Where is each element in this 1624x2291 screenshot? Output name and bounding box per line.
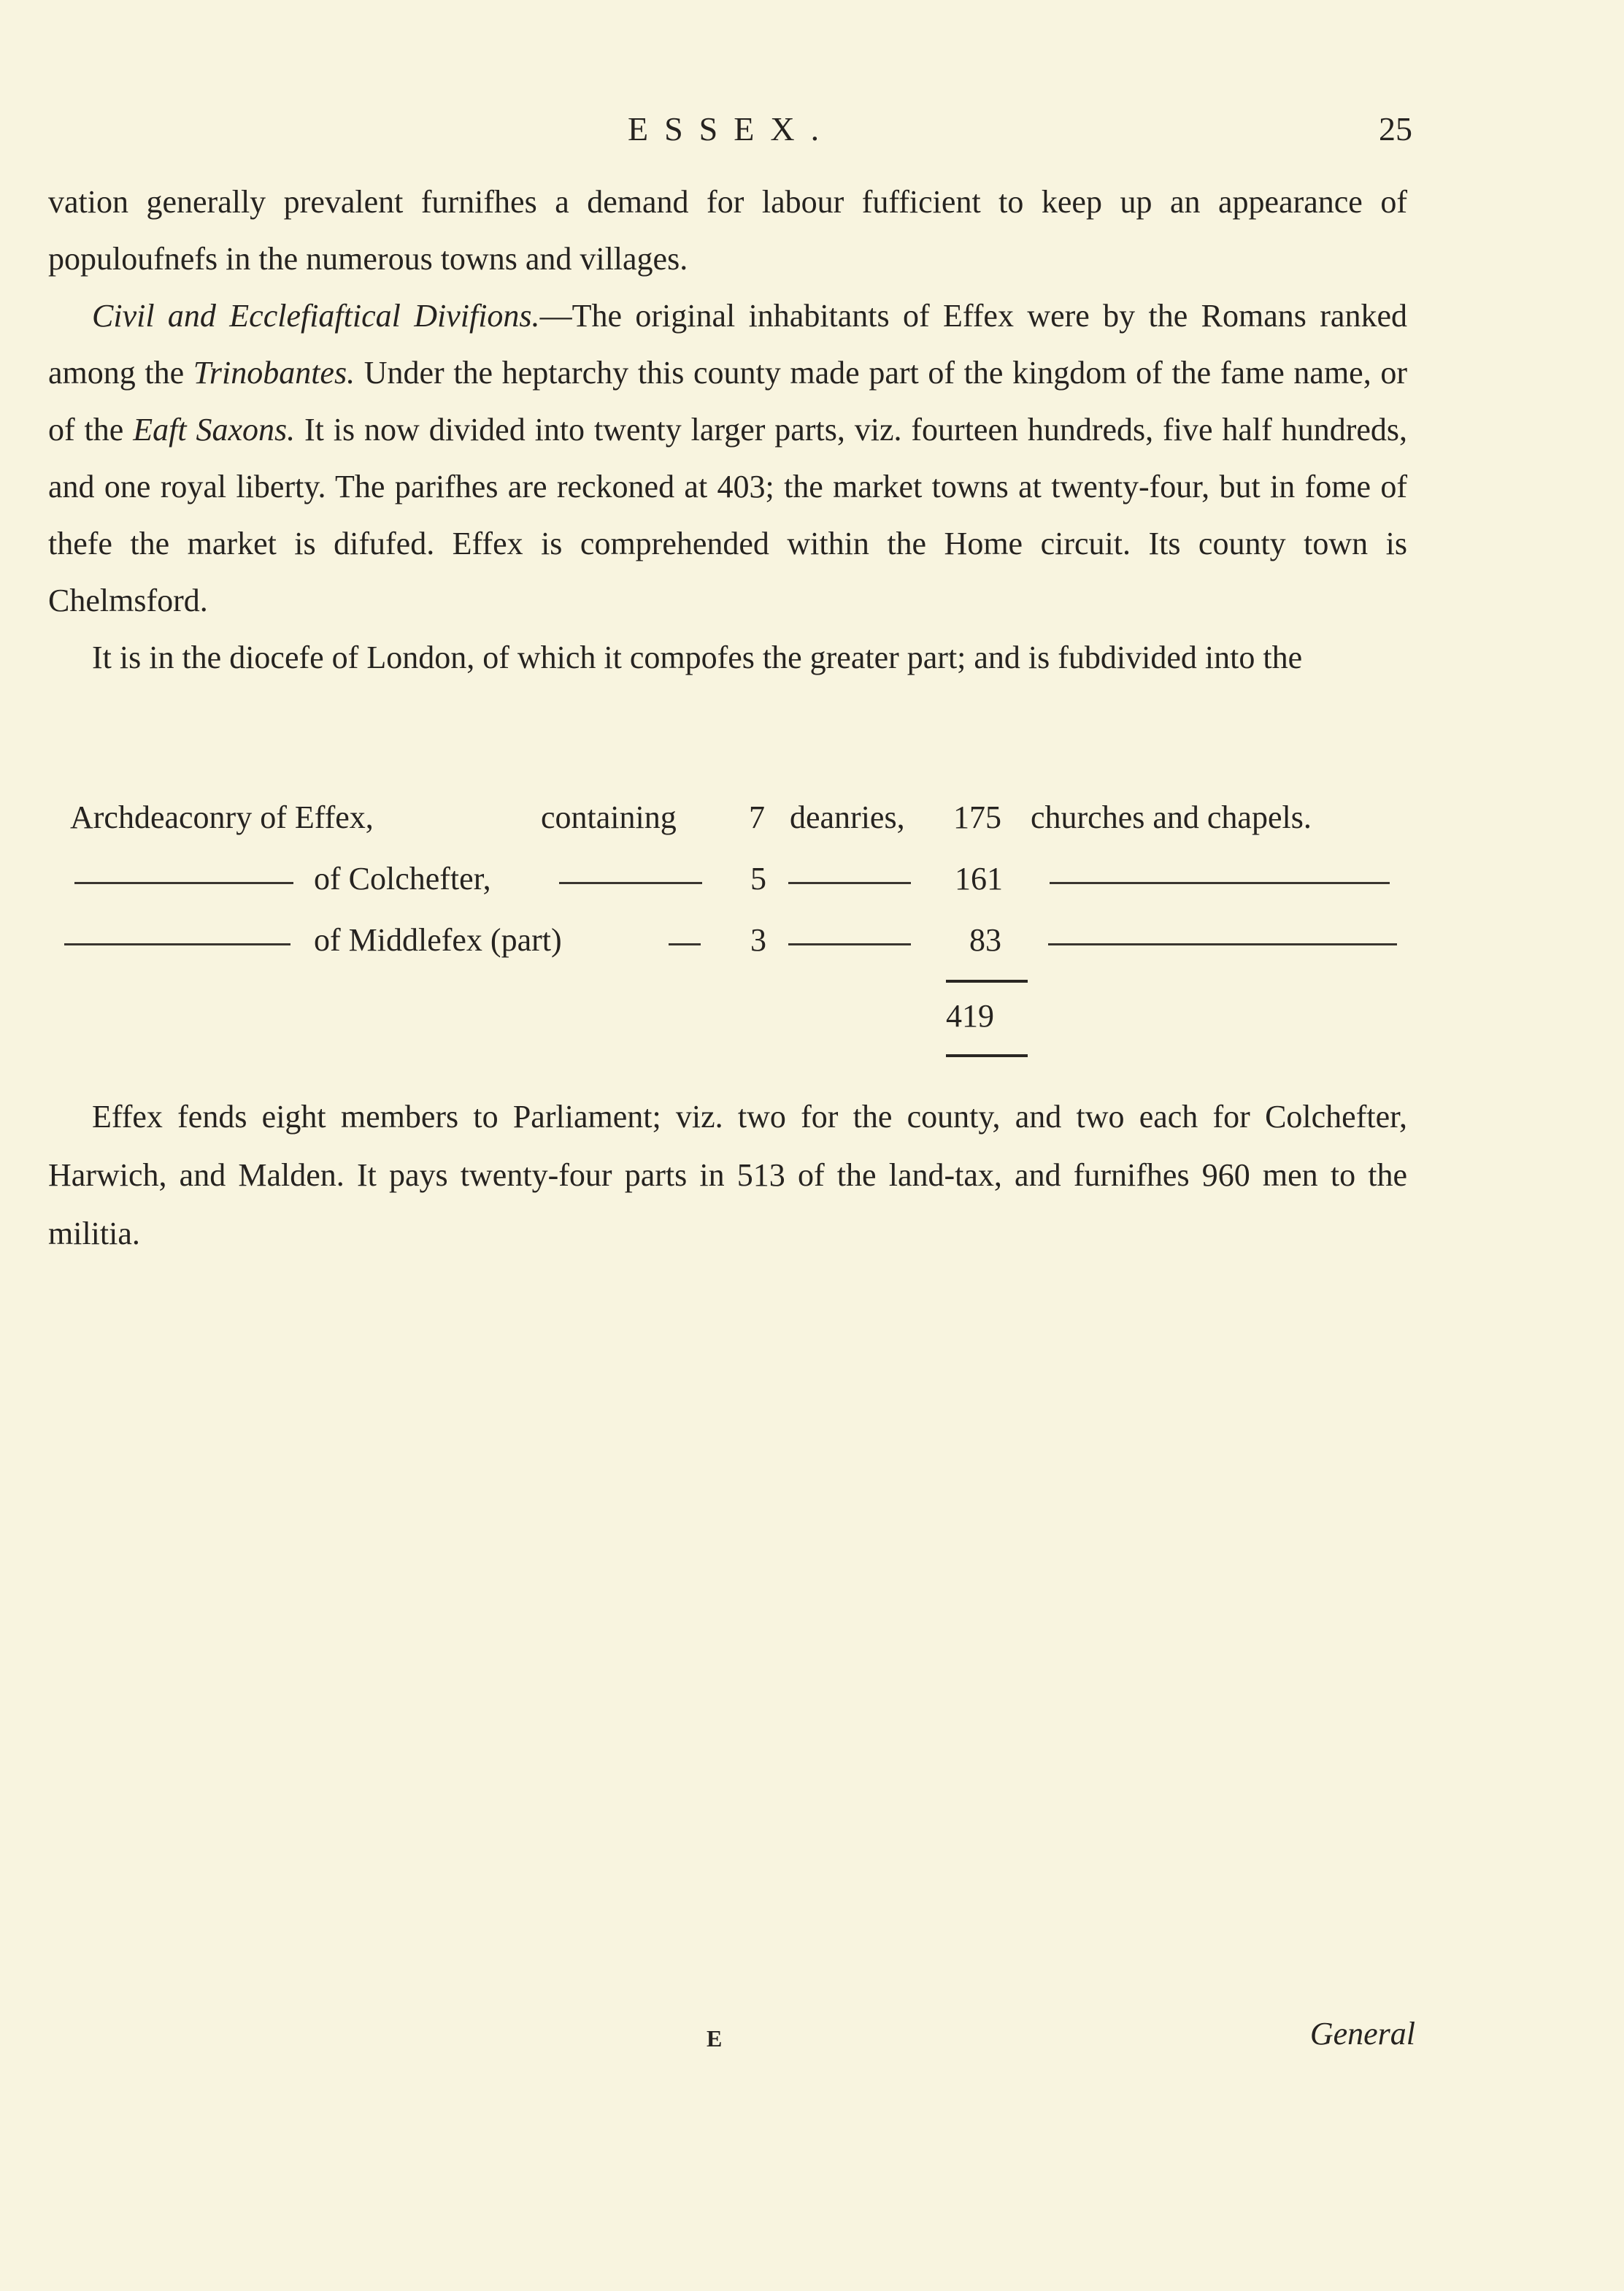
row-churches: 175 [953,799,1001,835]
row-deaneries: 7 [749,799,765,835]
catchword: General [1309,2016,1415,2052]
running-head: ESSEX. [628,110,836,147]
row-name: of Colchefter, [314,861,491,897]
row-deaneries: 3 [750,922,766,958]
ditto-dash [788,943,911,945]
paragraph-2-text-3: It is now divided into twenty larger parts, viz. fourteen hundreds, five half hundreds, and one royal liberty. The parifhes are reckoned at 403; the market towns at twenty-four, but in fome of thefe the market is difufed. Effex is comprehended within the Home circuit. Its county town is Chelmsford. [48,412,1408,618]
closing-text [48,1088,1407,1263]
table-row [70,921,1406,972]
row-deaneries-label: deanries, [790,799,905,835]
ditto-dash [74,882,293,884]
ditto-dash [559,882,702,884]
row-churches: 161 [955,861,1003,897]
paragraph-2-text: —The original inhabitants of Effex were by the Romans ranked among the [48,298,1407,391]
row-name: of Middlefex (part) [314,922,562,958]
paragraph-2-text-2: Under the heptarchy this county made part of the kingdom of the fame name, or of the [48,355,1407,448]
signature-mark: E [707,2025,723,2052]
body-text [48,174,1407,686]
table-row [70,799,1406,850]
total-rule-top [946,980,1028,983]
ditto-dash [788,882,911,884]
paragraph-4: Effex fends eight members to Parliament; viz. two for the county, and two each for Colchefter, Harwich, and Malden. It pays twenty-four parts in 513 of the land-tax, and furnifhes 960 men to the militia. [48,1099,1407,1251]
churches-total: 419 [946,998,994,1034]
row-name: Archdeaconry of Effex, [70,799,374,835]
italic-name-trinobantes: Trinobantes. [193,355,355,391]
ditto-dash [64,943,290,945]
paragraph-1: vation generally prevalent furnifhes a demand for labour fufficient to keep up an appearance of populoufnefs in the numerous towns and villages. [48,184,1407,277]
italic-name-east-saxons: Eaft Saxons. [133,412,296,448]
ditto-dash [669,943,701,945]
total-rule-bottom [946,1054,1028,1057]
ditto-dash [1048,943,1397,945]
row-churches: 83 [969,922,1001,958]
paragraph-2 [48,288,1407,629]
section-heading: Civil and Ecclefiaftical Divifions. [92,298,540,334]
row-churches-label: churches and chapels. [1031,799,1312,835]
paragraph-3: It is in the diocefe of London, of which it compofes the greater part; and is fubdivided into the [92,640,1303,675]
row-word: containing [541,799,677,835]
page-number: 25 [1379,110,1412,147]
table-row [70,860,1406,911]
ditto-dash [1050,882,1390,884]
row-deaneries: 5 [750,861,766,897]
